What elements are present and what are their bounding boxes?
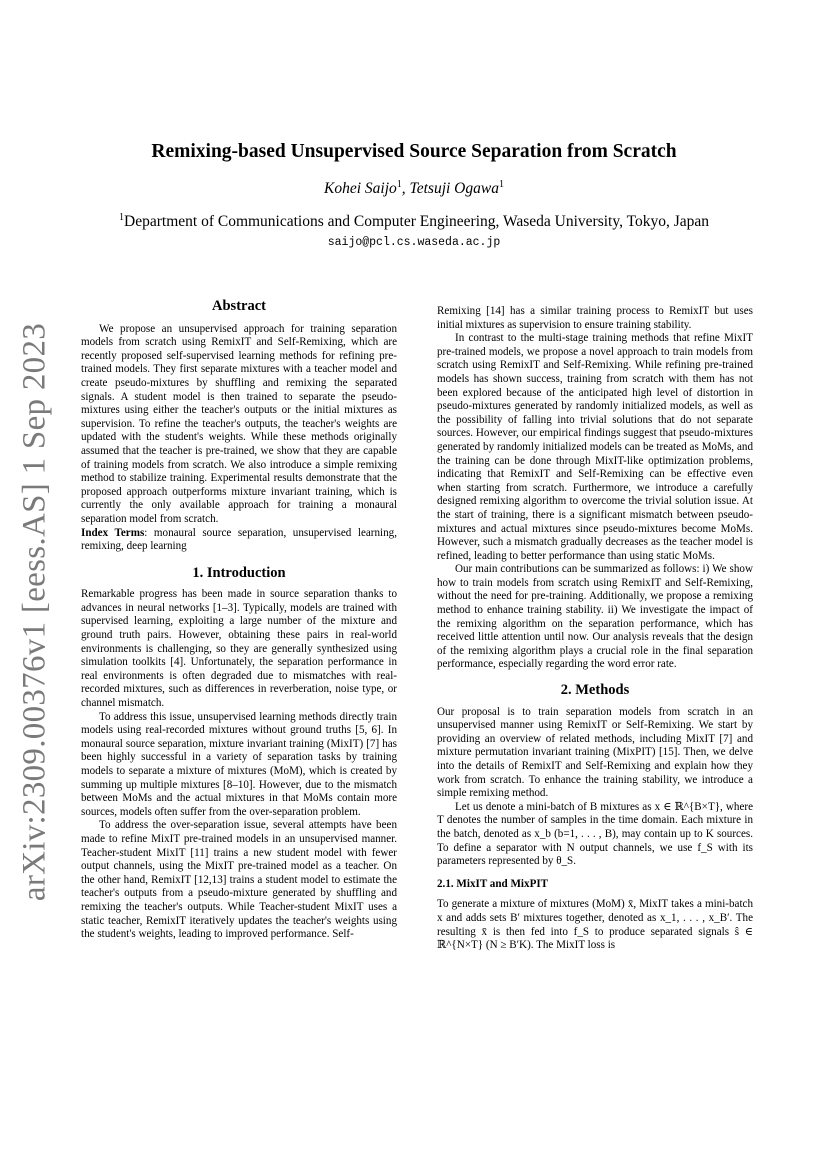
intro-paragraph: To address this issue, unsupervised learning methods directly train models using real-recorded mixtures without ground truths [5, 6]. In monaural source separation, mixture invariant training (MixIT) [7] has been highly successful in a variety of separation tasks by training models to separate a mixture of mixtures (MoM), which is created by summing up multiple mixtures [8–10]. However, due to the mismatch between MoMs and the actual mixtures in that MoMs contain more sources, models often suffer from the over-separation problem.	[81, 710, 397, 818]
author-email: saijo@pcl.cs.waseda.ac.jp	[327, 236, 501, 249]
left-column	[81, 300, 397, 942]
intro-paragraph: Our main contributions can be summarized as follows: i) We show how to train models from scratch using RemixIT and Self-Remixing, without the need for pre-training. Additionally, we propose a remixing method to enhance training stability. ii) We investigate the impact of the remixing algorithm on the separation performance, which has received little attention until now. Our analysis reveals that the design of the remixing algorithm plays a crucial role in the final separation performance, especially regarding the word error rate.	[437, 563, 753, 671]
index-terms-text: : monaural source separation, unsupervised learning, remixing, deep learning	[81, 526, 397, 553]
abstract-paragraph: We propose an unsupervised approach for training separation models from scratch using RemixIT and Self-Remixing, which are recently proposed self-supervised learning methods for refining pre-trained models. They first separate mixtures with a teacher model and create pseudo-mixtures by shuffling and remixing the separated signals. A student model is then trained to separate the pseudo-mixtures using either the teacher's outputs or the initial mixtures as supervision. To refine the teacher's outputs, the teacher's weights are updated with the student's weights. While these methods originally assumed that the teacher is pre-trained, we show that they are capable of training models from scratch. We also introduce a simple remixing method to stabilize training. Experimental results demonstrate that the proposed approach outperforms mixture invariant training, which is currently the only available approach for training a monaural separation model from scratch.	[81, 322, 397, 525]
affiliation-mark: 1	[119, 211, 125, 223]
affiliation-mark: 1	[498, 178, 504, 190]
intro-paragraph-continued: Remixing [14] has a similar training process to RemixIT but uses initial mixtures as supervision to ensure training stability.	[437, 305, 753, 331]
methods-paragraph: To generate a mixture of mixtures (MoM) x̄, MixIT takes a mini-batch x and adds sets B′ mixtures together, denoted as x_1, . . . , x_B′. The resulting x̄ is then fed into f_S to produce separated signals ŝ ∈ ℝ^{N×T} (N ≥ B′K). The MixIT loss is	[437, 898, 753, 952]
section-heading-methods: 2. Methods	[560, 682, 630, 699]
index-terms-label: Index Terms	[81, 526, 145, 539]
arxiv-stamp-text: arXiv:2309.00376v1 [eess.AS] 1 Sep 2023	[16, 322, 53, 902]
paper-title: Remixing-based Unsupervised Source Separation from Scratch	[151, 141, 677, 162]
intro-paragraph: To address the over-separation issue, several attempts have been made to refine MixIT pre-trained models in an unsupervised manner. Teacher-student MixIT [11] trains a new student model with fewer output channels, using the MixIT pre-trained model as a teacher. On the other hand, RemixIT [12,13] trains a student model to estimate the teacher's outputs from a pseudo-mixture generated by shuffling and remixing the teacher's outputs. While Teacher-student MixIT uses a static teacher, RemixIT iteratively updates the teacher's weights using the student's weights, leading to improved performance. Self-	[81, 819, 397, 941]
intro-paragraph: Remarkable progress has been made in source separation thanks to advances in neural networks [1–3]. Typically, models are trained with supervised learning, exploiting a large number of the mixture and ground truth pairs. However, obtaining these pairs in real-world environments is challenging, so they are generally synthesized using simulation toolkits [4]. Unfortunately, the separation performance in real environments is often degraded due to mismatches with real-recorded mixtures, such as differences in reverberation, noise type, or channel mismatch.	[81, 588, 397, 710]
index-terms	[81, 527, 397, 554]
author-name: Tetsuji Ogawa	[409, 180, 499, 197]
affiliation-text: Department of Communications and Computer Engineering, Waseda University, Tokyo, Japan	[124, 213, 709, 230]
intro-paragraph: In contrast to the multi-stage training methods that refine MixIT pre-trained models, we propose a novel approach to train models from scratch using RemixIT and Self-Remixing. While refining pre-trained models has shown success, training from scratch with them has not been explored because of the anticipated high level of distortion in pseudo-mixtures generated by randomly initialized models, as well as the possibility of falling into trivial solutions that do not separate sources. However, our empirical findings suggest that pseudo-mixtures generated by randomly initialized models can be treated as MoMs, and the training can be done through MixIT-like optimization problems, indicating that RemixIT and Self-Remixing can be effective even when starting from scratch. Furthermore, we introduce a carefully designed remixing algorithm to overcome the trivial solution issue. At the start of training, there is a significant mismatch between pseudo-mixtures and actual mixtures since pseudo-mixtures become MoMs. However, such a mismatch gradually decreases as the teacher model is refined, leading to better performance than using static MoMs.	[437, 332, 753, 562]
subsection-heading-mixit: 2.1. MixIT and MixPIT	[437, 877, 549, 890]
methods-paragraph: Our proposal is to train separation models from scratch in an unsupervised manner using RemixIT or Self-Remixing. We start by providing an overview of related methods, including MixIT [7] and mixture permutation invariant training (MixPIT) [15]. Then, we delve into the details of RemixIT and Self-Remixing and explain how they work from scratch. To enhance the training stability, we introduce a simple remixing method.	[437, 705, 753, 800]
methods-paragraph: Let us denote a mini-batch of B mixtures as x ∈ ℝ^{B×T}, where T denotes the number of samples in the time domain. Each mixture in the batch, denoted as x_b (b=1, . . . , B), may contain up to K sources. To define a separator with N output channels, we use f_S with its parameters represented by θ_S.	[437, 800, 753, 868]
affiliation-mark: 1	[396, 178, 402, 190]
affiliation	[80, 213, 748, 231]
section-heading-introduction: 1. Introduction	[192, 564, 286, 581]
author-line	[80, 180, 748, 198]
right-column	[437, 305, 753, 953]
arxiv-stamp	[12, 322, 58, 902]
abstract-heading: Abstract	[212, 298, 266, 314]
author-name: Kohei Saijo	[323, 180, 397, 197]
author-separator: ,	[401, 180, 410, 197]
